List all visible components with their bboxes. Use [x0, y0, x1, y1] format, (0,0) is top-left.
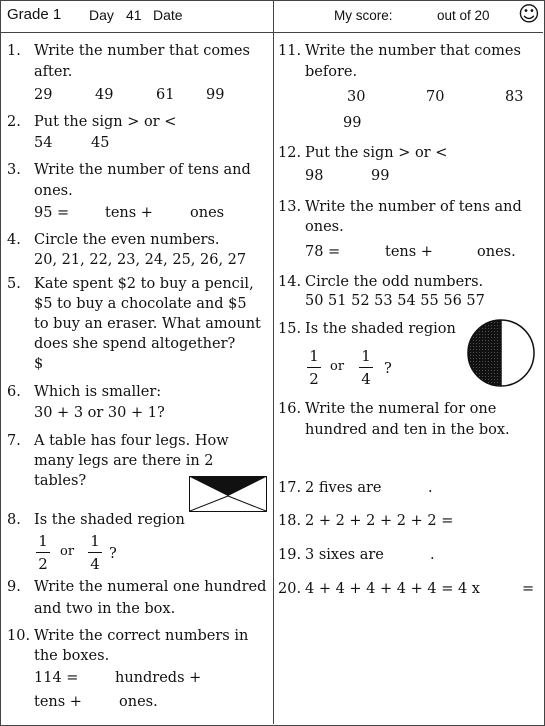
q8-fraction-denominator: 4 [90, 555, 100, 573]
q9-text-1: Write the numeral one hundred [34, 579, 267, 595]
q1-text-2: after. [34, 64, 73, 80]
q17-number: 17. [278, 480, 302, 496]
q8-fraction-half [36, 532, 50, 573]
q20-number: 20. [278, 581, 302, 597]
out-of-label: out of 20 [437, 8, 490, 23]
q16-number: 16. [278, 401, 302, 417]
column-divider [273, 0, 274, 724]
grade-label: Grade 1 [7, 6, 62, 23]
q5-text-3: to buy an eraser. What amount [34, 316, 261, 332]
q4-numbers: 20, 21, 22, 23, 24, 25, 26, 27 [34, 252, 247, 268]
q2-value-a: 54 [34, 135, 53, 151]
day-number: 41 [126, 7, 142, 23]
q20-text: 4 + 4 + 4 + 4 + 4 = 4 x [305, 581, 480, 597]
q15-fraction-denominator: 4 [361, 370, 371, 388]
q3-text-1: Write the number of tens and [34, 162, 251, 178]
q14-numbers: 50 51 52 53 54 55 56 57 [305, 293, 485, 309]
q1-value: 29 [34, 87, 53, 103]
q10-lhs: 114 = [34, 670, 79, 686]
q11-value: 99 [343, 115, 362, 131]
q7-number: 7. [7, 433, 21, 449]
q17-period: . [428, 480, 433, 496]
q15-fraction-quarter [359, 347, 373, 388]
q11-value: 70 [426, 89, 445, 105]
q3-lhs: 95 = [34, 205, 70, 221]
date-label: Date [153, 7, 183, 23]
q18-text: 2 + 2 + 2 + 2 + 2 = [305, 513, 454, 529]
q11-text-2: before. [305, 64, 358, 80]
q5-text-2: $5 to buy a chocolate and $5 [34, 296, 247, 312]
q2-value-b: 45 [91, 135, 110, 151]
envelope-shaded-figure [189, 476, 267, 512]
q13-tens: tens + [385, 244, 433, 260]
q7-text-3: tables? [34, 473, 87, 489]
q15-question-mark: ? [384, 361, 392, 377]
q6-expression: 30 + 3 or 30 + 1? [34, 405, 165, 421]
q11-value: 83 [505, 89, 524, 105]
q4-text: Circle the even numbers. [34, 232, 220, 248]
q7-text-1: A table has four legs. How [34, 433, 229, 449]
q15-number: 15. [278, 321, 302, 337]
q13-text-1: Write the number of tens and [305, 199, 522, 215]
q13-number: 13. [278, 199, 302, 215]
q15-fraction-numerator: 1 [361, 347, 371, 365]
q20-equals: = [522, 581, 535, 597]
q3-number: 3. [7, 162, 21, 178]
q5-text-1: Kate spent $2 to buy a pencil, [34, 276, 254, 292]
q6-number: 6. [7, 384, 21, 400]
q10-hundreds: hundreds + [115, 670, 202, 686]
q12-value-a: 98 [305, 168, 324, 184]
q10-text-2: the boxes. [34, 648, 110, 664]
q1-number: 1. [7, 43, 21, 59]
q2-text: Put the sign > or < [34, 114, 177, 130]
q12-value-b: 99 [371, 168, 390, 184]
q9-number: 9. [7, 579, 21, 595]
q8-text: Is the shaded region [34, 512, 185, 528]
q10-number: 10. [7, 628, 31, 644]
q2-number: 2. [7, 114, 21, 130]
q14-text: Circle the odd numbers. [305, 274, 484, 290]
q3-tens: tens + [105, 205, 153, 221]
q8-fraction-numerator: 1 [38, 532, 48, 550]
q6-text: Which is smaller: [34, 384, 162, 400]
q7-text-2: many legs are there in 2 [34, 453, 214, 469]
q1-value: 49 [95, 87, 114, 103]
q13-text-2: ones. [305, 219, 344, 235]
q10-tens: tens + [34, 694, 82, 710]
q13-ones: ones. [477, 244, 516, 260]
q11-text-1: Write the number that comes [305, 43, 521, 59]
header-bar [0, 0, 543, 33]
q19-number: 19. [278, 547, 302, 563]
q12-text: Put the sign > or < [305, 145, 448, 161]
q18-number: 18. [278, 513, 302, 529]
q13-lhs: 78 = [305, 244, 341, 260]
q12-number: 12. [278, 145, 302, 161]
q5-number: 5. [7, 276, 21, 292]
q11-value: 30 [347, 89, 366, 105]
q8-fraction-numerator: 1 [90, 532, 100, 550]
half-shaded-circle [463, 318, 539, 388]
q15-fraction-half [307, 347, 321, 388]
q3-text-2: ones. [34, 183, 73, 199]
score-label: My score: [334, 8, 393, 23]
q15-text: Is the shaded region [305, 321, 456, 337]
q15-or: or [330, 359, 345, 374]
q16-text-1: Write the numeral for one [305, 401, 497, 417]
q8-fraction-denominator: 2 [38, 555, 48, 573]
q8-question-mark: ? [109, 546, 117, 562]
q4-number: 4. [7, 232, 21, 248]
q17-text: 2 fives are [305, 480, 382, 496]
q1-value: 99 [206, 87, 225, 103]
q16-text-2: hundred and ten in the box. [305, 422, 510, 438]
q1-text-1: Write the number that comes [34, 43, 250, 59]
q8-or: or [60, 544, 75, 559]
q3-ones: ones [190, 205, 225, 221]
q1-value: 61 [156, 87, 175, 103]
q14-number: 14. [278, 274, 302, 290]
q10-ones: ones. [119, 694, 158, 710]
q10-text-1: Write the correct numbers in [34, 628, 249, 644]
q5-answer-prefix: $ [34, 356, 44, 372]
q19-period: . [430, 547, 435, 563]
q11-number: 11. [278, 43, 302, 59]
q9-text-2: and two in the box. [34, 601, 176, 617]
smiley-icon: ☺ [518, 2, 540, 26]
q8-number: 8. [7, 512, 21, 528]
q15-fraction-numerator: 1 [309, 347, 319, 365]
q5-text-4: does she spend altogether? [34, 336, 236, 352]
q8-fraction-quarter [88, 532, 102, 573]
q19-text: 3 sixes are [305, 547, 384, 563]
q15-fraction-denominator: 2 [309, 370, 319, 388]
day-label: Day [89, 7, 114, 23]
